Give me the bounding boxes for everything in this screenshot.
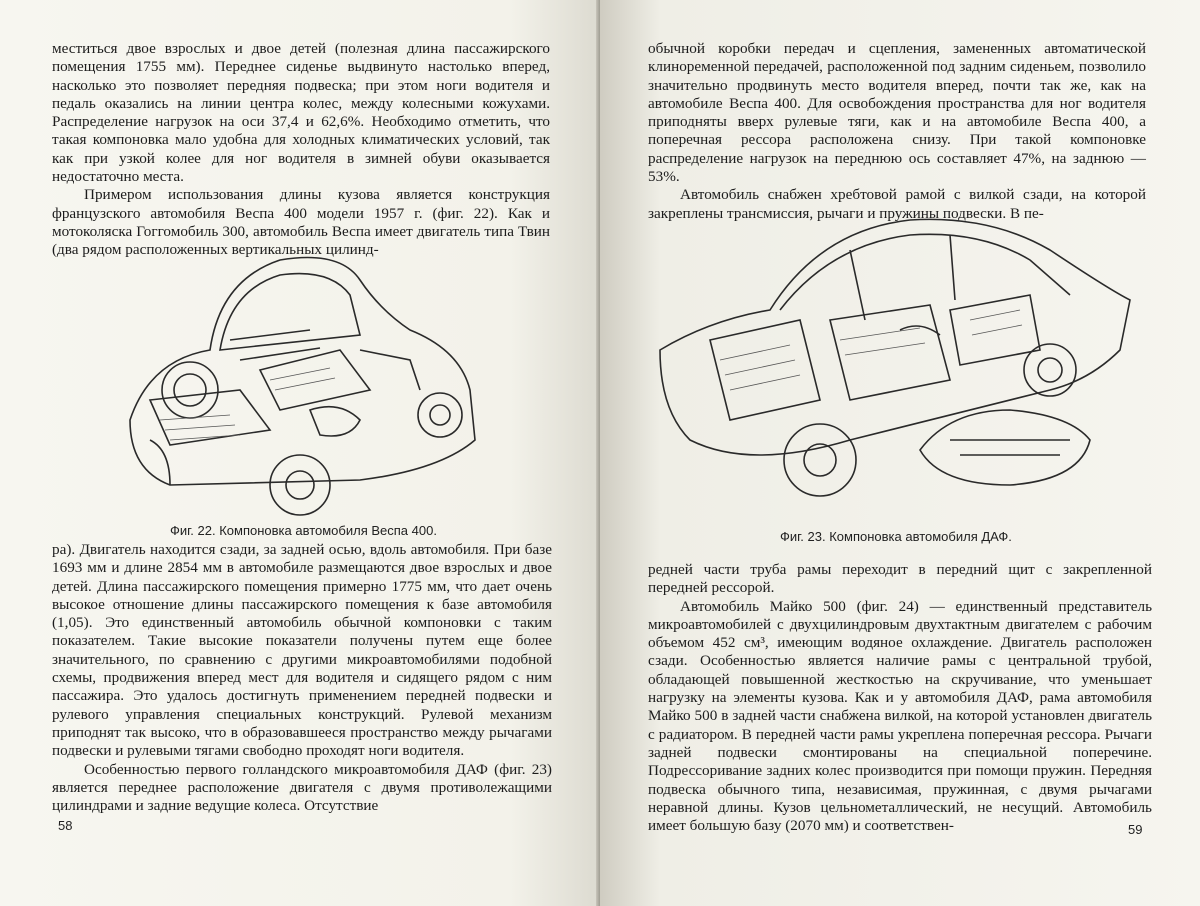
paragraph: ра). Двигатель находится сзади, за задней осью, вдоль автомобиля. При базе 1693 мм и длине 2854 мм в автомобиле размещаются двое взрослых и двое детей. Длина пассажирского помещения примерно 1775 мм, что дает очень высокое отношение длины пассажирского помещения к базе автомобиля (1,05). Это единственный автомобиль обычной компоновки с таким показателем. Такие высокие показатели получены путем еще более значительного, по сравнению с другими микроавтомобилями подобной схемы, продвижения вперед мест для водителя и сидящего рядом с ним пассажира. Это удалось достигнуть применением передней подвески и рулевого управления специальных конструкций. Рулевой механизм приподнят так высоко, что в образовавшееся пространство между рычагами подвески и рулевыми тягами свободно проходят ноги водителя.: [52, 541, 552, 760]
page-number: 59: [1128, 822, 1143, 837]
figure-22-vespa-400-illustration: [110, 240, 490, 520]
right-page: [600, 0, 1200, 906]
car-cutaway-drawing: [110, 240, 490, 520]
paragraph: обычной коробки передач и сцепления, замененных автоматической клиноременной передачей, расположенной под задним сиденьем, позволило значительно продвинуть место водителя вперед, почти так же, как на автомобиле Веспа 400. Для освобождения пространства для ног водителя приподняты вверх рулевые тяги, как и на автомобиле Веспа 400, а поперечная рессора расположена снизу. При такой компоновке распределение нагрузок на переднюю ось составляет 47%, на заднюю — 53%.: [648, 40, 1146, 186]
paragraph: Примером использования длины кузова является конструкция французского автомобиля Веспа 400 модели 1957 г. (фиг. 22). Как и мотоколяска Гоггомобиль 300, автомобиль Веспа имеет двигатель типа Твин (два рядом расположенных вертикальных цилинд-: [52, 186, 550, 259]
paragraph: меститься двое взрослых и двое детей (полезная длина пассажирского помещения 1755 мм). Переднее сиденье выдвинуто настолько вперед, насколько это позволяет передняя подвеска; при этом ноги водителя и педаль оказались на линии центра колес, между колесными кожухами. Распределение нагрузок на оси 37,4 и 62,6%. Необходимо отметить, что такая компоновка мало удобна для холодных климатических условий, так как при узкой колее для ног водителя в зимней обуви оказывается недостаточно места.: [52, 40, 550, 186]
figure-caption: Фиг. 23. Компоновка автомобиля ДАФ.: [780, 529, 1012, 544]
paragraph: Автомобиль снабжен хребтовой рамой с вилкой сзади, на которой закреплены трансмиссия, рычаги и пружины подвески. В пе-: [648, 186, 1146, 222]
paragraph: Особенностью первого голландского микроавтомобиля ДАФ (фиг. 23) является переднее расположение двигателя с двумя противолежащими цилиндрами и задние ведущие колеса. Отсутствие: [52, 760, 552, 815]
right-bottom-text: [648, 561, 1152, 835]
figure-caption: Фиг. 22. Компоновка автомобиля Веспа 400.: [170, 523, 437, 538]
page-number: 58: [58, 818, 73, 833]
paragraph: Автомобиль Майко 500 (фиг. 24) — единственный представитель микроавтомобилей с двухцилиндровым двухтактным двигателем с рабочим объемом 452 см³, имеющим водяное охлаждение. Двигатель расположен сзади. Особенностью является наличие рамы с центральной трубой, обладающей повышенной жесткостью на скручивание, что уменьшает нагрузку на элементы кузова. Как и у автомобиля ДАФ, рама автомобиля Майко 500 в задней части снабжена вилкой, на которой установлен двигатель с радиатором. В передней части рамы укреплена поперечная рессора. Рычаги задней подвески смонтированы на специальной поперечине. Подрессоривание задних колес производится при помощи пружин. Передняя подвеска обычного типа, независимая, пружинная, с двумя рычагами неравной длины. Кузов цельнометаллический, не несущий. Автомобиль имеет большую базу (2070 мм) и соответствен-: [648, 597, 1152, 835]
left-top-text: [52, 40, 550, 260]
figure-23-daf-illustration: [650, 210, 1150, 520]
left-bottom-text: [52, 541, 552, 815]
car-cutaway-drawing: [650, 210, 1150, 520]
paragraph: редней части труба рамы переходит в передний щит с закрепленной передней рессорой.: [648, 561, 1152, 597]
right-top-text: [648, 40, 1146, 223]
